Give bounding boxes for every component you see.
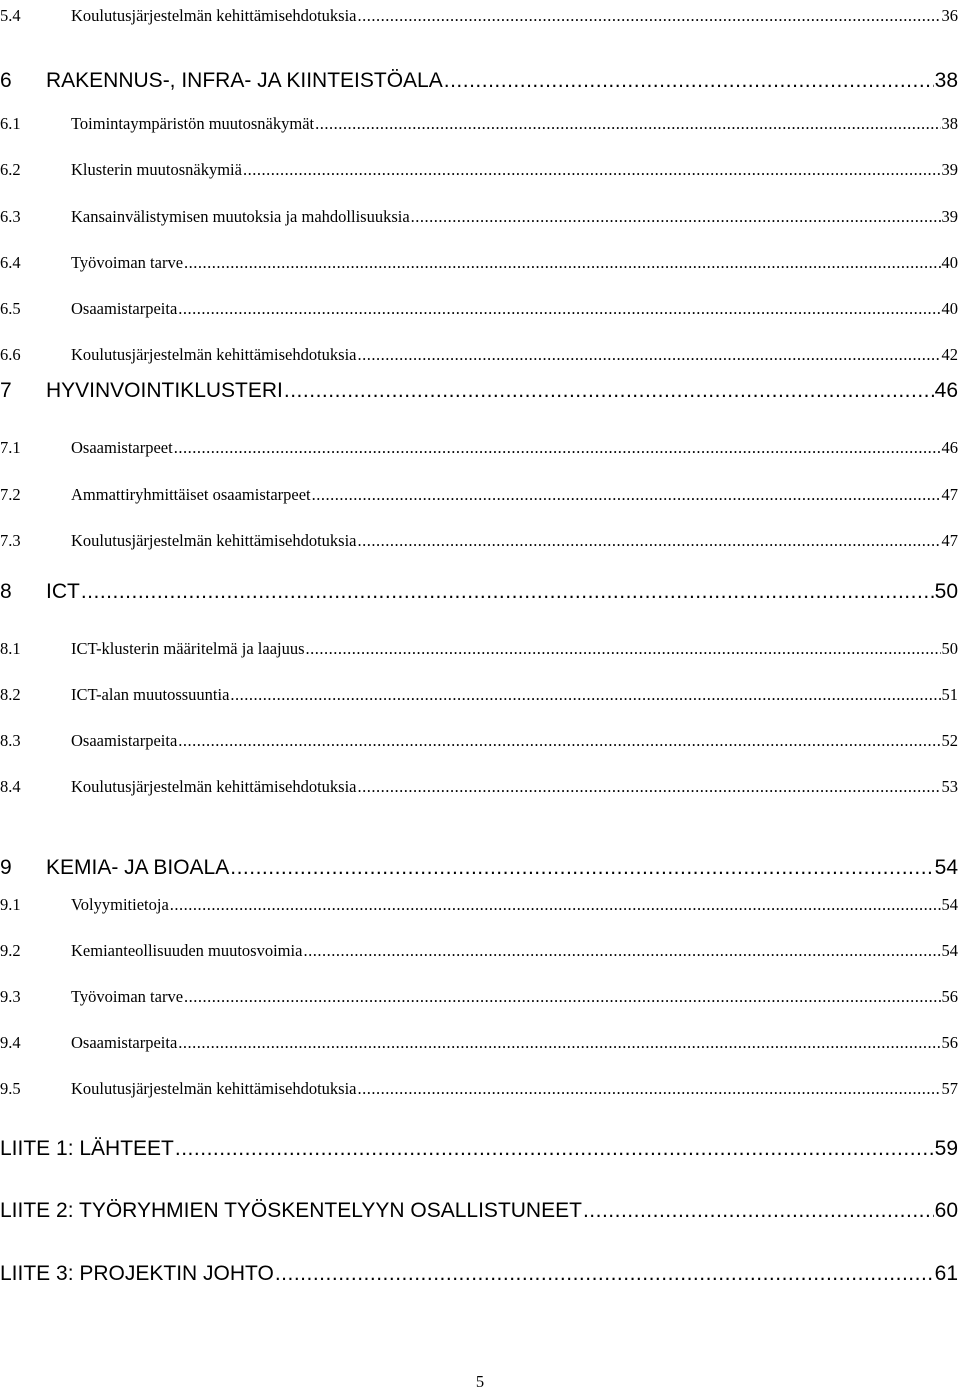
toc-entry-page: 50 [941,639,958,658]
toc-entry-title: Kansainvälistymisen muutoksia ja mahdollisuuksia [71,207,410,226]
toc-entry-page: 53 [941,777,958,796]
toc-entry-page: 56 [941,1033,958,1052]
toc-entry-number: 8 [0,580,12,603]
toc-dot-leader [411,205,941,229]
toc-dot-leader [230,683,940,707]
toc-dot-leader [358,775,941,799]
toc-entry-number: 9 [0,856,12,879]
toc-entry[interactable] [0,683,958,707]
toc-entry[interactable] [0,853,958,883]
toc-dot-leader [583,1196,934,1226]
toc-dot-leader [358,529,941,553]
toc-dot-leader [358,1077,941,1101]
toc-entry-page: 38 [941,114,958,133]
toc-entry[interactable] [0,205,958,229]
toc-entry-number: 6.5 [0,299,21,318]
toc-entry-page: 50 [934,580,958,603]
toc-entry[interactable] [0,66,958,96]
toc-entry-number: 6 [0,69,12,92]
toc-dot-leader [174,436,941,460]
toc-dot-leader [178,297,940,321]
toc-entry-page: 36 [941,6,958,25]
toc-entry-page: 46 [941,438,958,457]
toc-entry-title: Kemianteollisuuden muutosvoimia [71,941,303,960]
toc-dot-leader [178,729,940,753]
toc-entry-number: 8.1 [0,639,21,658]
toc-entry[interactable] [0,939,958,963]
toc-entry[interactable] [0,297,958,321]
toc-dot-leader [444,66,934,96]
toc-entry-title: Osaamistarpeita [71,731,178,750]
page-number: 5 [475,1372,485,1391]
toc-entry-number: 8.4 [0,777,21,796]
toc-entry[interactable] [0,483,958,507]
toc-entry[interactable] [0,112,958,136]
toc-entry[interactable] [0,436,958,460]
toc-entry-page: 57 [941,1079,958,1098]
toc-dot-leader [81,577,934,607]
toc-entry-number: 9.3 [0,987,21,1006]
toc-dot-leader [243,158,941,182]
toc-entry-page: 52 [941,731,958,750]
toc-entry-title: LIITE 1: LÄHTEET [0,1137,174,1160]
toc-entry-title: ICT-klusterin määritelmä ja laajuus [71,639,305,658]
toc-entry-page: 40 [941,253,958,272]
toc-entry-number: 7.1 [0,438,21,457]
toc-entry-page: 56 [941,987,958,1006]
toc-entry[interactable] [0,1077,958,1101]
toc-entry-title: RAKENNUS-, INFRA- JA KIINTEISTÖALA [46,69,443,92]
toc-entry-title: Koulutusjärjestelmän kehittämisehdotuksia [71,6,357,25]
toc-dot-leader [358,4,941,28]
toc-entry-page: 47 [941,531,958,550]
toc-entry-page: 54 [941,941,958,960]
toc-entry-page: 38 [934,69,958,92]
toc-entry-title: Koulutusjärjestelmän kehittämisehdotuksia [71,345,357,364]
toc-entry-page: 60 [934,1199,958,1222]
toc-entry-number: 5.4 [0,6,21,25]
toc-dot-leader [170,893,941,917]
toc-entry-page: 39 [941,160,958,179]
toc-dot-leader [178,1031,940,1055]
toc-entry[interactable] [0,577,958,607]
toc-entry-title: Volyymitietoja [71,895,169,914]
toc-entry-title: Toimintaympäristön muutosnäkymät [71,114,315,133]
toc-entry[interactable] [0,775,958,799]
toc-entry[interactable] [0,158,958,182]
toc-entry[interactable] [0,1259,958,1289]
toc-entry[interactable] [0,4,958,28]
toc-entry-page: 54 [934,856,958,879]
toc-entry-number: 9.5 [0,1079,21,1098]
toc-entry-number: 6.4 [0,253,21,272]
toc-entry-number: 9.1 [0,895,21,914]
toc-dot-leader [358,343,941,367]
toc-entry[interactable] [0,343,958,367]
toc-dot-leader [284,376,934,406]
toc-dot-leader [306,637,941,661]
toc-entry[interactable] [0,376,958,406]
toc-entry-number: 7 [0,379,12,402]
toc-entry-page: 46 [934,379,958,402]
toc-entry[interactable] [0,893,958,917]
toc-entry-title: Työvoiman tarve [71,987,184,1006]
toc-entry-page: 47 [941,485,958,504]
toc-dot-leader [312,483,941,507]
toc-entry[interactable] [0,985,958,1009]
toc-dot-leader [175,1134,934,1164]
toc-entry-title: Työvoiman tarve [71,253,184,272]
toc-entry-number: 7.3 [0,531,21,550]
toc-dot-leader [230,853,933,883]
toc-entry-title: ICT-alan muutossuuntia [71,685,230,704]
toc-entry-number: 6.3 [0,207,21,226]
toc-entry-number: 7.2 [0,485,21,504]
toc-entry-title: ICT [46,580,80,603]
toc-entry-title: Osaamistarpeet [71,438,173,457]
toc-entry-page: 39 [941,207,958,226]
toc-entry-page: 59 [934,1137,958,1160]
toc-entry-page: 42 [941,345,958,364]
toc-entry-title: Klusterin muutosnäkymiä [71,160,242,179]
toc-dot-leader [315,112,940,136]
toc-entry[interactable] [0,637,958,661]
toc-entry-title: Koulutusjärjestelmän kehittämisehdotuksia [71,531,357,550]
toc-entry-number: 6.6 [0,345,21,364]
toc-entry-number: 8.3 [0,731,21,750]
toc-dot-leader [275,1259,934,1289]
toc-entry-title: Osaamistarpeita [71,1033,178,1052]
toc-entry-number: 9.4 [0,1033,21,1052]
toc-entry-title: LIITE 2: TYÖRYHMIEN TYÖSKENTELYYN OSALLISTUNEET [0,1199,582,1222]
toc-dot-leader [303,939,940,963]
toc-entry-title: KEMIA- JA BIOALA [46,856,230,879]
toc-entry[interactable] [0,1134,958,1164]
toc-entry[interactable] [0,1031,958,1055]
toc-entry-title: LIITE 3: PROJEKTIN JOHTO [0,1262,274,1285]
toc-entry-page: 40 [941,299,958,318]
toc-entry-title: Osaamistarpeita [71,299,178,318]
toc-entry-page: 51 [941,685,958,704]
toc-entry-title: Koulutusjärjestelmän kehittämisehdotuksia [71,1079,357,1098]
toc-entry[interactable] [0,1196,958,1226]
toc-entry-number: 8.2 [0,685,21,704]
toc-entry-title: Koulutusjärjestelmän kehittämisehdotuksia [71,777,357,796]
toc-entry[interactable] [0,729,958,753]
toc-dot-leader [184,985,940,1009]
toc-entry[interactable] [0,251,958,275]
toc-entry[interactable] [0,529,958,553]
toc-entry-page: 61 [934,1262,958,1285]
toc-dot-leader [184,251,940,275]
toc-entry-number: 9.2 [0,941,21,960]
toc-entry-page: 54 [941,895,958,914]
toc-entry-number: 6.1 [0,114,21,133]
toc-entry-title: HYVINVOINTIKLUSTERI [46,379,283,402]
toc-entry-title: Ammattiryhmittäiset osaamistarpeet [71,485,311,504]
toc-entry-number: 6.2 [0,160,21,179]
